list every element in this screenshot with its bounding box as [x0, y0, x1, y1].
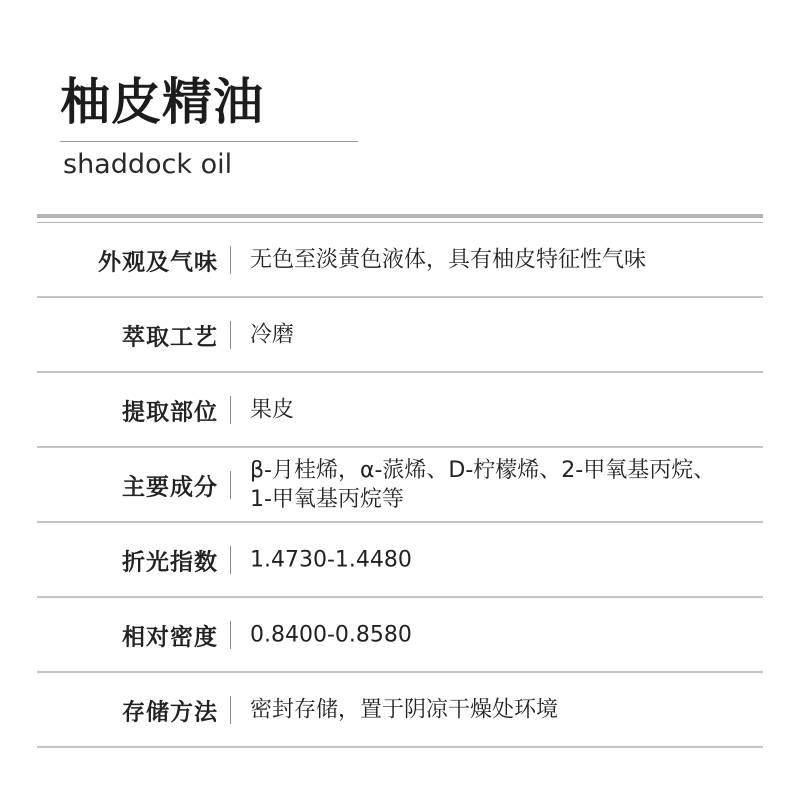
spec-divider	[230, 321, 231, 349]
spec-value-line: 0.8400-0.8580	[250, 622, 412, 647]
spec-row-appearance	[37, 223, 763, 298]
spec-row-components	[37, 448, 763, 523]
spec-label: 提取部位	[122, 399, 218, 425]
spec-value-line: 密封存储，置于阴凉干燥处环境	[250, 697, 559, 722]
spec-value	[250, 456, 715, 514]
spec-row-storage	[37, 673, 763, 748]
spec-value-line: 1-甲氧基丙烷等	[250, 486, 404, 512]
spec-divider	[230, 546, 231, 574]
spec-row-part	[37, 373, 763, 448]
page-subtitle: shaddock oil	[63, 149, 233, 180]
spec-row-extraction	[37, 298, 763, 373]
spec-divider	[230, 396, 231, 424]
title-underline	[60, 141, 358, 142]
spec-value	[250, 320, 294, 349]
spec-divider	[230, 621, 231, 649]
spec-label: 存储方法	[122, 699, 218, 725]
table-top-rule	[37, 214, 763, 218]
spec-value-line: 果皮	[250, 397, 295, 422]
spec-value	[250, 695, 558, 724]
spec-value	[250, 395, 294, 424]
spec-label: 萃取工艺	[122, 324, 218, 350]
spec-value	[250, 545, 412, 574]
spec-label: 相对密度	[122, 624, 218, 650]
spec-table	[37, 223, 763, 748]
spec-row-refractive-index	[37, 523, 763, 598]
spec-row-density	[37, 598, 763, 673]
spec-divider	[230, 471, 231, 499]
spec-label: 主要成分	[122, 474, 218, 500]
page-title: 柚皮精油	[60, 73, 264, 131]
spec-value	[250, 620, 412, 649]
spec-value-line: 无色至淡黄色液体，具有柚皮特征性气味	[250, 247, 647, 272]
spec-label: 外观及气味	[98, 249, 218, 275]
spec-value	[250, 245, 646, 274]
spec-divider	[230, 246, 231, 274]
spec-value-line: β-月桂烯，α-蒎烯、D-柠檬烯、2-甲氧基丙烷、	[250, 457, 716, 483]
spec-value-line: 1.4730-1.4480	[250, 547, 412, 572]
spec-divider	[230, 696, 231, 724]
spec-value-line: 冷磨	[250, 322, 295, 347]
spec-label: 折光指数	[122, 549, 218, 575]
